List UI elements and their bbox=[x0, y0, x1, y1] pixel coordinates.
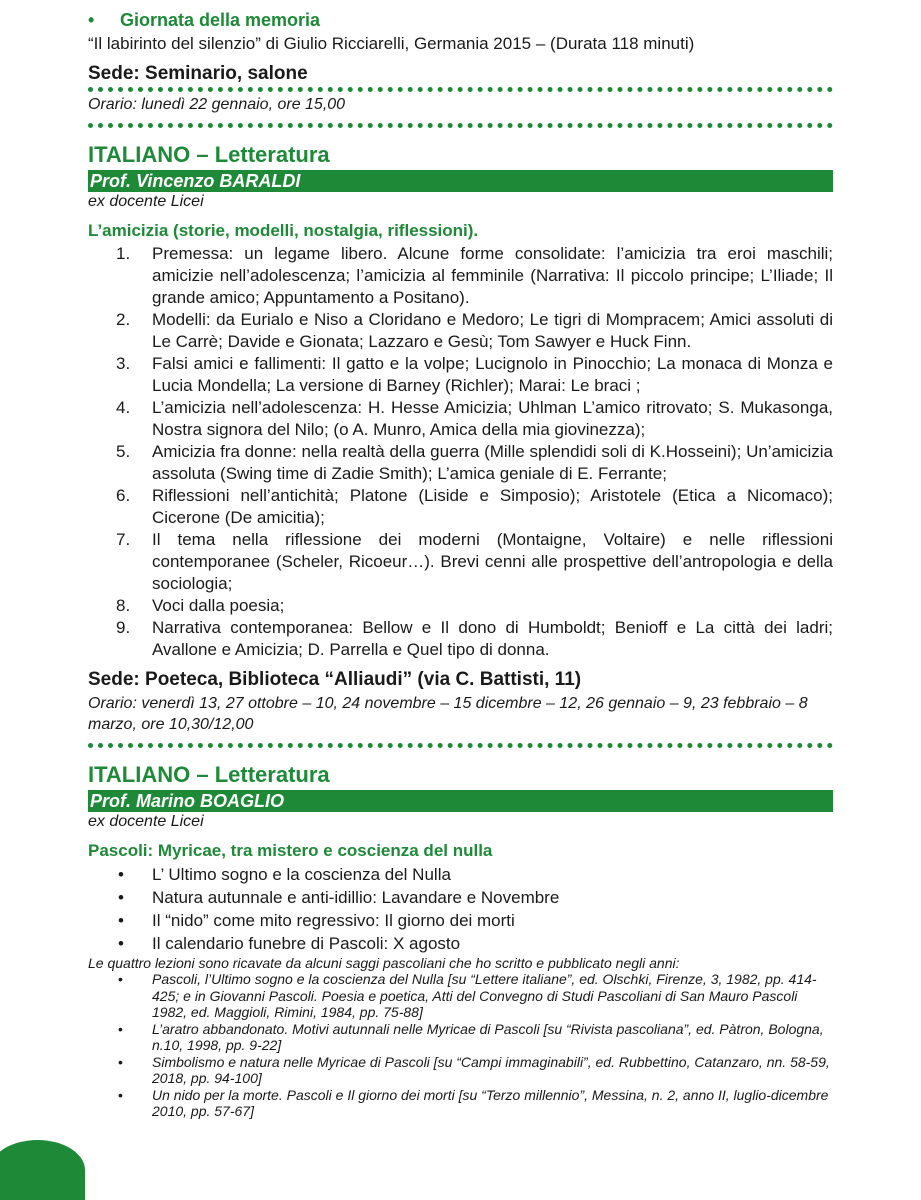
lesson-item: 4. L’amicizia nell’adolescenza: H. Hesse Amicizia; Uhlman L’amico ritrovato; S. Mukasonga, Nostra signora del Nilo; (o A. Munro, Amica della mia giovinezza); bbox=[116, 398, 833, 439]
page bbox=[88, 10, 833, 1120]
lesson-item: 8. Voci dalla poesia; bbox=[116, 596, 285, 615]
list-item: • Il “nido” come mito regressivo: Il giorno dei morti bbox=[118, 911, 515, 930]
lesson-item: 1. Premessa: un legame libero. Alcune forme consolidate: l’amicizia tra eroi maschili; amicizie nell’adolescenza; l’amicizia al femminile (Narrativa: Il piccolo principe; L’Iliade; Il grande amico; Appuntamento a Positano). bbox=[116, 244, 833, 307]
lesson-item: 9. Narrativa contemporanea: Bellow e Il dono di Humboldt; Benioff e La città dei ladri; Avallone e Amicizia; D. Parrella e Quel tipo di donna. bbox=[116, 618, 833, 659]
course2-note-intro: Le quattro lezioni sono ricavate da alcuni saggi pascoliani che ho scritto e pubblicato negli anni: bbox=[88, 955, 680, 971]
course2-publications bbox=[88, 971, 833, 1120]
publication-item: • Simbolismo e natura nelle Myricae di Pascoli [su “Campi immaginabili”, ed. Rubbettino, Catanzaro, nn. 58-59, 2018, pp. 94-100] bbox=[118, 1053, 830, 1086]
list-item: • Il calendario funebre di Pascoli: X agosto bbox=[118, 934, 461, 953]
publication-item: • Pascoli, l’Ultimo sogno e la coscienza del Nulla [su “Lettere italiane”, ed. Olschki, Firenze, 3, 1982, pp. 414-425; e in Giovanni Pascoli. Poesia e poetica, Atti del Convegno di Studi Pascoliani di San Mauro Pascoli 1982, ed. Maggioli, Rimini, 1984, pp. 75-88] bbox=[118, 971, 817, 1020]
course1-role: ex docente Licei bbox=[88, 193, 204, 210]
course2-lessons bbox=[88, 863, 833, 955]
course1-orario: Orario: venerdì 13, 27 ottobre – 10, 24 novembre – 15 dicembre – 12, 26 gennaio – 9, 23 febbraio – 8 marzo, ore 10,30/12,00 bbox=[88, 693, 833, 748]
lesson-item: 7. Il tema nella riflessione dei moderni (Montaigne, Voltaire) e nelle riflessioni contemporanee (Scheler, Ricoeur…). Brevi cenni alle prospettive dell’antropologia e della sociologia; bbox=[116, 530, 833, 593]
publication-item: • L’aratro abbandonato. Motivi autunnali nelle Myricae di Pascoli [su “Rivista pascoliana”, ed. Pàtron, Bologna, n.10, 1998, pp. 9-22] bbox=[118, 1020, 824, 1053]
lesson-item: 2. Modelli: da Eurialo e Niso a Cloridano e Medoro; Le tigri di Mompracem; Amici assoluti di Le Carrè; Davide e Gionata; Lazzaro e Gesù; Tom Sawyer e Huck Finn. bbox=[116, 310, 833, 351]
event-description: “Il labirinto del silenzio” di Giulio Ricciarelli, Germania 2015 – (Durata 118 minuti) bbox=[88, 34, 695, 53]
event-sede: Sede: Seminario, salone bbox=[88, 63, 308, 84]
course1-lessons bbox=[88, 243, 833, 661]
publication-item: • Un nido per la morte. Pascoli e Il giorno dei morti [su “Terzo millennio”, Messina, n. 2, anno II, luglio-dicembre 2010, pp. 57-67] bbox=[118, 1086, 829, 1119]
bullet: • bbox=[88, 10, 95, 30]
event-title: Giornata della memoria bbox=[120, 10, 321, 30]
lesson-item: 5. Amicizia fra donne: nella realtà della guerra (Mille splendidi soli di K.Hosseini); Un’amicizia assoluta (Swing time di Zadie Smith); L’amica geniale di E. Ferrante; bbox=[116, 442, 833, 483]
list-item: • Natura autunnale e anti-idillio: Lavandare e Novembre bbox=[118, 888, 560, 907]
course1-topic: L’amicizia (storie, modelli, nostalgia, riflessioni). bbox=[88, 221, 479, 240]
course1-sede: Sede: Poeteca, Biblioteca “Alliaudi” (via C. Battisti, 11) bbox=[88, 669, 582, 690]
corner-decoration bbox=[0, 1140, 85, 1200]
event-heading bbox=[88, 10, 833, 31]
course2-professor: Prof. Marino BOAGLIO bbox=[88, 790, 833, 812]
course2-role: ex docente Licei bbox=[88, 813, 204, 830]
course2-title: ITALIANO – Letteratura bbox=[88, 762, 330, 787]
event-orario: Orario: lunedì 22 gennaio, ore 15,00 bbox=[88, 87, 833, 128]
lesson-item: 6. Riflessioni nell’antichità; Platone (Liside e Simposio); Aristotele (Etica a Nicomaco); Cicerone (De amicitia); bbox=[116, 486, 833, 527]
list-item: • L’ Ultimo sogno e la coscienza del Nulla bbox=[118, 865, 451, 884]
lesson-item: 3. Falsi amici e fallimenti: Il gatto e la volpe; Lucignolo in Pinocchio; La monaca di Monza e Lucia Mondella; La versione di Barney (Richler); Marai: Le braci ; bbox=[116, 354, 833, 395]
course1-title: ITALIANO – Letteratura bbox=[88, 142, 330, 167]
course1-professor: Prof. Vincenzo BARALDI bbox=[88, 170, 833, 192]
course2-topic: Pascoli: Myricae, tra mistero e coscienza del nulla bbox=[88, 841, 493, 860]
